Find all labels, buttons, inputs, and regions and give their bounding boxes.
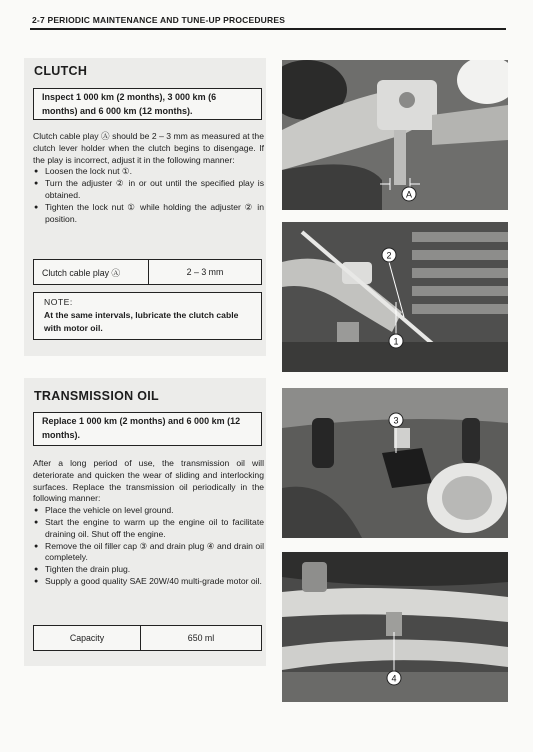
adjuster-photo <box>282 222 508 372</box>
clutch-step: ● Loosen the lock nut ①. <box>33 166 264 178</box>
callout-1-label: 1 <box>393 336 399 347</box>
clutch-lever-image <box>282 60 508 210</box>
transmission-step: ● Place the vehicle on level ground. <box>33 505 264 517</box>
clutch-step: ● Tighten the lock nut ① while holding the adjuster ② in position. <box>33 202 264 226</box>
clutch-inspect-box: Inspect 1 000 km (2 months), 3 000 km (6 months) and 6 000 km (12 months). <box>33 88 262 120</box>
callout-4-label: 4 <box>391 673 397 684</box>
drain-plug-image <box>282 552 508 702</box>
transmission-replace-box: Replace 1 000 km (2 months) and 6 000 km (12 months). <box>33 412 262 446</box>
callout-2-label: 2 <box>386 250 392 261</box>
transmission-steps <box>33 505 264 588</box>
transmission-step: ● Start the engine to warm up the engine oil to facilitate draining oil. Shut off the engine. <box>33 517 264 541</box>
clutch-intro: Clutch cable play Ⓐ should be 2 – 3 mm as measured at the clutch lever holder when the clutch begins to disengage. If the play is incorrect, adjust it in the following manner: <box>33 131 264 165</box>
transmission-spec-table <box>33 625 262 651</box>
capacity-value: 650 ml <box>187 633 215 643</box>
transmission-step: ● Remove the oil filler cap ③ and drain plug ④ and drain oil completely. <box>33 541 264 565</box>
callout-a-label: A <box>405 189 413 200</box>
clutch-lever-photo <box>282 60 508 210</box>
transmission-procedure <box>33 458 264 588</box>
note-text: At the same intervals, lubricate the clutch cable with motor oil. <box>44 310 239 333</box>
note-title: NOTE: <box>44 297 73 307</box>
filler-cap-photo <box>282 388 508 538</box>
capacity-label: Capacity <box>34 626 141 650</box>
drain-plug-photo <box>282 552 508 702</box>
clutch-spec-label: Clutch cable play Ⓐ <box>34 260 149 284</box>
clutch-procedure <box>33 131 264 225</box>
transmission-title: TRANSMISSION OIL <box>34 389 159 403</box>
callout-3-label: 3 <box>393 415 399 426</box>
clutch-title: CLUTCH <box>34 64 88 78</box>
filler-cap-image <box>282 388 508 538</box>
adjuster-image <box>282 222 508 372</box>
clutch-note <box>33 292 262 340</box>
page-header-title: 2-7 PERIODIC MAINTENANCE AND TUNE-UP PROCEDURES <box>32 15 286 25</box>
transmission-step: ● Supply a good quality SAE 20W/40 multi-grade motor oil. <box>33 576 264 588</box>
transmission-intro: After a long period of use, the transmission oil will deteriorate and quicken the wear of sliding and interlocking surfaces. Replace the transmission oil periodically in the following manner: <box>33 458 264 504</box>
page-header <box>30 14 506 30</box>
clutch-spec-value: 2 – 3 mm <box>186 267 224 277</box>
clutch-step: ● Turn the adjuster ② in or out until the specified play is obtained. <box>33 178 264 202</box>
clutch-steps <box>33 166 264 225</box>
transmission-step: ● Tighten the drain plug. <box>33 564 264 576</box>
clutch-spec-table <box>33 259 262 285</box>
